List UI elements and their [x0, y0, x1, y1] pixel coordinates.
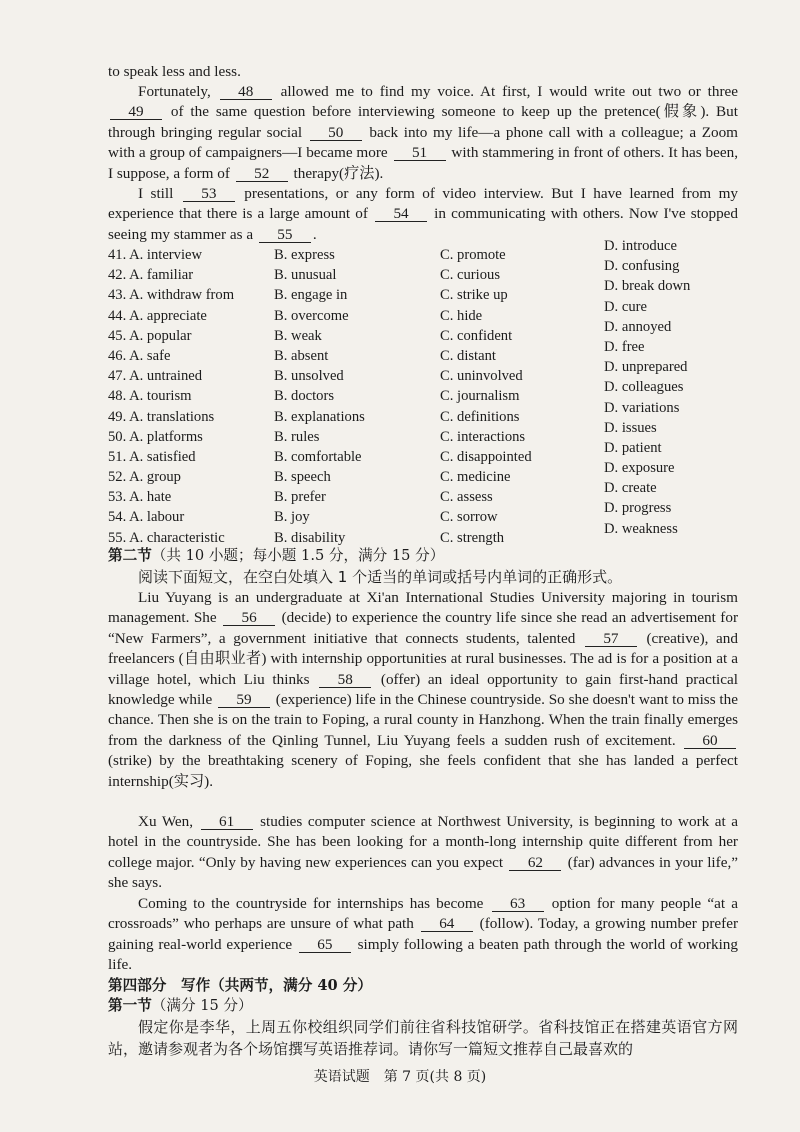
- passage2-paragraph-3: [108, 894, 738, 976]
- text: Fortunately,: [138, 83, 218, 100]
- option-d: D. annoyed: [604, 318, 672, 335]
- option-a: 53. A. hate: [108, 489, 172, 506]
- section-detail: （满分 15 分）: [151, 997, 253, 1014]
- part-4-section-1-header: [108, 996, 253, 1016]
- option-row-45: [108, 318, 748, 346]
- text: simply following a beaten path through the world of working life.: [108, 935, 738, 974]
- option-c: C. strike up: [440, 287, 508, 304]
- option-b: B. disability: [274, 529, 346, 546]
- option-d: D. variations: [604, 399, 680, 416]
- option-b: B. explanations: [274, 408, 365, 425]
- section-2-header: [108, 546, 444, 566]
- option-a: 44. A. appreciate: [108, 307, 207, 324]
- option-d: D. progress: [604, 500, 672, 517]
- passage-line: [108, 62, 738, 82]
- blank-60: 60: [684, 733, 736, 749]
- option-b: B. absent: [274, 347, 329, 364]
- text: (far) advances in your life,” she says.: [108, 853, 738, 892]
- text: Coming to the countryside for internships has become: [138, 895, 490, 912]
- blank-65: 65: [299, 937, 351, 953]
- text: (creative), and freelancers (自由职业者) with internship opportunities at rural businesses. The ad is for a position at a village hotel, which Liu thinks: [108, 629, 738, 688]
- option-c: C. interactions: [440, 428, 526, 445]
- option-a: 47. A. untrained: [108, 368, 203, 385]
- blank-55: 55: [259, 227, 311, 243]
- option-c: C. disappointed: [440, 448, 532, 465]
- blank-61: 61: [201, 814, 253, 830]
- option-b: B. overcome: [274, 307, 349, 324]
- blank-59: 59: [218, 692, 270, 708]
- option-b: B. unusual: [274, 267, 337, 284]
- text: therapy(疗法).: [289, 164, 384, 182]
- option-a: 50. A. platforms: [108, 428, 203, 445]
- text: in communicating with others. Now I've stopped seeing my stammer as a: [108, 205, 738, 243]
- options-list: [108, 238, 748, 548]
- option-c: C. curious: [440, 267, 500, 284]
- option-b: B. weak: [274, 327, 322, 344]
- blank-51: 51: [394, 145, 446, 161]
- section-title: 第一节: [108, 997, 152, 1014]
- option-b: B. comfortable: [274, 448, 362, 465]
- option-c: C. confident: [440, 327, 513, 344]
- text: option for many people “at a crossroads” who perhaps are unsure of what path: [108, 895, 738, 933]
- section-2-instruction: 阅读下面短文，在空白处填入 1 个适当的单词或括号内单词的正确形式。: [138, 568, 623, 586]
- option-d: D. exposure: [604, 460, 675, 477]
- option-c: C. distant: [440, 347, 496, 364]
- blank-63: 63: [492, 896, 544, 912]
- option-c: C. assess: [440, 489, 493, 506]
- option-d: D. unprepared: [604, 359, 688, 376]
- option-b: B. joy: [274, 509, 310, 526]
- option-a: 55. A. characteristic: [108, 529, 225, 546]
- option-d: D. issues: [604, 419, 657, 436]
- option-b: B. engage in: [274, 287, 348, 304]
- option-d: D. confusing: [604, 258, 680, 275]
- text: studies computer science at Northwest University, is beginning to work at a hotel in the countryside. She has been looking for a month-long internship quite different from her college major. “Only by having new experiences can you expect: [108, 813, 738, 871]
- option-d: D. free: [604, 338, 645, 355]
- option-row-55: [108, 520, 748, 548]
- section-title: 第二节: [108, 547, 152, 564]
- text: of the same question before interviewing someone to keep up the pretence(假象). But through bringing regular social: [108, 103, 738, 141]
- part-title: 第四部分 写作（共两节，满分 40 分）: [108, 977, 372, 994]
- text: (strike) by the breathtaking scenery of Foping, she feels confident that she has landed a perfect internship(实习).: [108, 752, 738, 790]
- option-d: D. break down: [604, 278, 691, 295]
- option-d: D. introduce: [604, 238, 677, 254]
- passage2-paragraph-1: [108, 588, 738, 792]
- blank-62: 62: [509, 855, 561, 871]
- text: (decide) to experience the country life since she read an advertisement for “New Farmers”, a government initiative that connects students, talented: [108, 609, 738, 647]
- blank-49: 49: [110, 104, 162, 120]
- section-detail: （共 10 小题；每小题 1.5 分，满分 15 分）: [151, 547, 445, 564]
- option-a: 54. A. labour: [108, 509, 185, 526]
- blank-57: 57: [585, 631, 637, 647]
- option-d: D. cure: [604, 298, 647, 315]
- blank-52: 52: [236, 166, 288, 182]
- option-d: D. colleagues: [604, 379, 684, 396]
- text: I still: [138, 185, 181, 202]
- text: (follow). Today, a growing number prefer gaining real-world experience: [108, 915, 739, 953]
- option-b: B. speech: [274, 469, 331, 486]
- option-a: 46. A. safe: [108, 347, 171, 364]
- text: .: [312, 225, 317, 243]
- option-row-43: [108, 278, 748, 305]
- option-a: 49. A. translations: [108, 408, 215, 425]
- blank-53: 53: [183, 186, 235, 202]
- option-a: 43. A. withdraw from: [108, 287, 235, 304]
- option-d: D. weakness: [604, 520, 678, 537]
- option-c: C. sorrow: [440, 509, 498, 526]
- option-b: B. doctors: [274, 388, 334, 405]
- option-b: B. prefer: [274, 489, 326, 506]
- option-c: C. promote: [440, 247, 506, 263]
- writing-prompt: 假定你是李华，上周五你校组织同学们前往省科技馆研学。省科技馆正在搭建英语官方网站，邀请参观者为各个场馆撰写英语推荐词。请你写一篇短文推荐自己最喜欢的: [108, 1018, 738, 1058]
- text: back into my life—a phone call with a colleague; a Zoom with a group of campaigners—I became more: [108, 123, 738, 162]
- blank-54: 54: [375, 206, 427, 222]
- option-c: C. journalism: [440, 388, 520, 405]
- option-b: B. unsolved: [274, 368, 344, 385]
- text: Liu Yuyang is an undergraduate at Xi'an International Studies University majoring in tourism management. She: [108, 589, 738, 627]
- option-d: D. create: [604, 480, 657, 497]
- blank-58: 58: [319, 672, 371, 688]
- text: (offer) an ideal opportunity to gain first-hand practical knowledge while: [108, 670, 738, 709]
- blank-56: 56: [223, 610, 275, 626]
- option-a: 41. A. interview: [108, 247, 203, 263]
- blank-48: 48: [220, 84, 272, 100]
- option-c: C. definitions: [440, 408, 520, 425]
- text: presentations, or any form of video interview. But I have learned from my experience that there is a large amount of: [108, 185, 738, 223]
- option-b: B. rules: [274, 428, 320, 445]
- option-c: C. strength: [440, 529, 505, 546]
- passage2-paragraph-2: [108, 812, 738, 894]
- option-a: 52. A. group: [108, 469, 181, 486]
- blank-64: 64: [421, 916, 473, 932]
- text: (experience) life in the Chinese countryside. So she doesn't want to miss the chance. Then she is on the train to Foping, a rural county in Hanzhong. When the train finally emerges from the darkness of the Qinling Tunnel, Liu Yuyang feels a sudden rush of excitement.: [108, 691, 738, 749]
- passage-paragraph-1: [108, 82, 738, 184]
- option-c: C. medicine: [440, 469, 511, 486]
- text: allowed me to find my voice. At first, I would write out two or three: [273, 83, 738, 100]
- option-a: 45. A. popular: [108, 327, 192, 344]
- option-c: C. hide: [440, 307, 483, 324]
- blank-50: 50: [310, 125, 362, 141]
- option-a: 42. A. familiar: [108, 267, 194, 284]
- page-footer: 英语试题 第 7 页(共 8 页): [313, 1069, 487, 1085]
- option-d: D. patient: [604, 439, 662, 456]
- option-c: C. uninvolved: [440, 368, 523, 385]
- text: with stammering in front of others. It has been, I suppose, a form of: [108, 144, 738, 182]
- text: Xu Wen,: [138, 813, 199, 830]
- option-a: 48. A. tourism: [108, 388, 192, 405]
- text: to speak less and less.: [108, 63, 241, 80]
- option-b: B. express: [274, 247, 335, 263]
- option-a: 51. A. satisfied: [108, 448, 196, 465]
- part-4-header: [108, 976, 372, 996]
